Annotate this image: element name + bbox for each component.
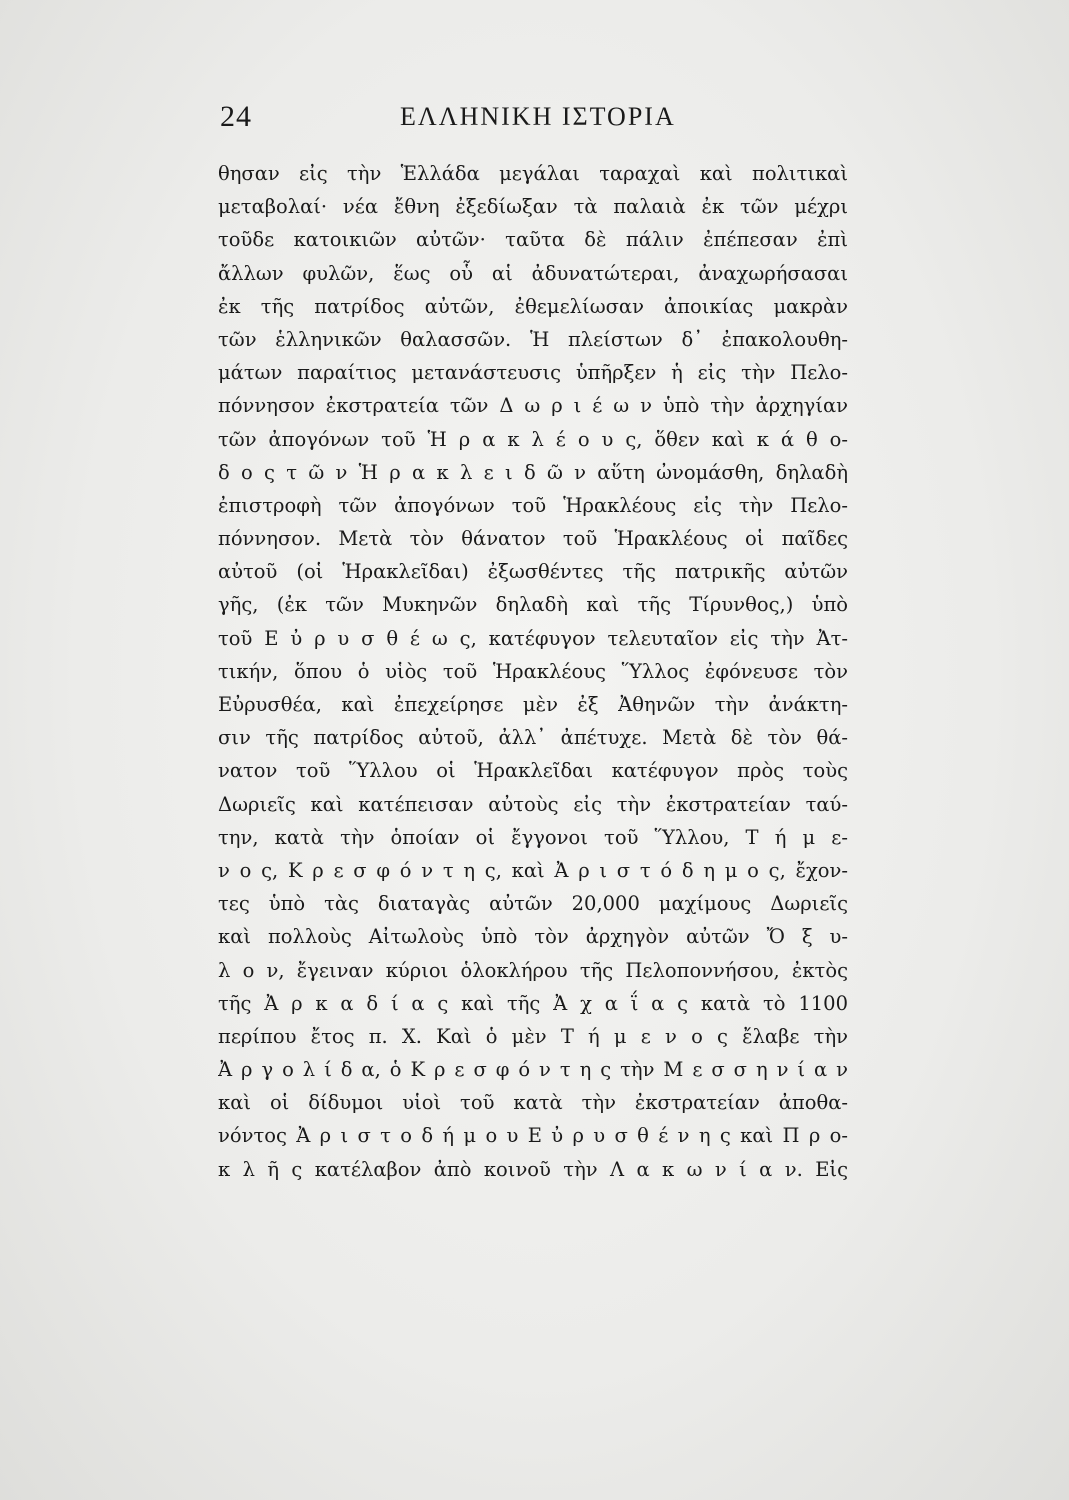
text-line: την, κατὰ τὴν ὁποίαν οἱ ἔγγονοι τοῦ Ὕλλου, Τ ή μ ε- (218, 825, 848, 849)
text-line: σιν τῆς πατρίδος αὐτοῦ, ἀλλ᾽ ἀπέτυχε. Μετὰ δὲ τὸν θά- (218, 726, 848, 750)
text-line: νόντος Ἀ ρ ι σ τ ο δ ή μ ο υ Ε ὐ ρ υ σ θ έ ν η ς καὶ Π ρ ο- (218, 1124, 848, 1148)
text-line: πόννησον ἐκστρατεία τῶν Δ ω ρ ι έ ω ν ὑπὸ τὴν ἀρχηγίαν (218, 394, 848, 418)
text-line: τῶν ἀπογόνων τοῦ Ἡ ρ α κ λ έ ο υ ς, ὅθεν καὶ κ ά θ ο- (218, 427, 848, 451)
text-line: περίπου ἔτος π. Χ. Καὶ ὁ μὲν Τ ή μ ε ν ο ς ἔλαβε τὴν (218, 1024, 848, 1048)
text-line: τικήν, ὅπου ὁ υἱὸς τοῦ Ἡρακλέους Ὕλλος ἐφόνευσε τὸν (218, 659, 848, 683)
text-line: πόννησον. Μετὰ τὸν θάνατον τοῦ Ἡρακλέους οἱ παῖδες (218, 527, 848, 551)
text-line: ν ο ς, Κ ρ ε σ φ ό ν τ η ς, καὶ Ἀ ρ ι σ τ ό δ η μ ο ς, ἔχον- (218, 858, 848, 882)
text-line: καὶ οἱ δίδυμοι υἱοὶ τοῦ κατὰ τὴν ἐκστρατείαν ἀποθα- (218, 1091, 848, 1115)
text-line: ἐκ τῆς πατρίδος αὐτῶν, ἐθεμελίωσαν ἀποικίας μακρὰν (218, 294, 848, 318)
page-number: 24 (220, 100, 252, 133)
text-line: Δωριεῖς καὶ κατέπεισαν αὐτοὺς εἰς τὴν ἐκστρατείαν ταύ- (218, 792, 848, 816)
text-line: τες ὑπὸ τὰς διαταγὰς αὐτῶν 20,000 μαχίμους Δωριεῖς (218, 892, 848, 916)
text-line: ἄλλων φυλῶν, ἕως οὗ αἱ ἀδυνατώτεραι, ἀναχωρήσασαι (218, 261, 848, 285)
text-line: τῆς Ἀ ρ κ α δ ί α ς καὶ τῆς Ἀ χ α ΐ α ς κατὰ τὸ 1100 (218, 991, 848, 1015)
text-line: νατον τοῦ Ὕλλου οἱ Ἡρακλεῖδαι κατέφυγον πρὸς τοὺς (218, 759, 848, 783)
body-text (218, 157, 848, 1186)
text-line: τοῦδε κατοικιῶν αὐτῶν· ταῦτα δὲ πάλιν ἐπέπεσαν ἐπὶ (218, 228, 848, 252)
text-line: τοῦ Ε ὐ ρ υ σ θ έ ω ς, κατέφυγον τελευταῖον εἰς τὴν Ἀτ- (218, 626, 848, 650)
text-line: μεταβολαί· νέα ἔθνη ἐξεδίωξαν τὰ παλαιὰ ἐκ τῶν μέχρι (218, 195, 848, 219)
text-line: τῶν ἑλληνικῶν θαλασσῶν. Ἡ πλείστων δ᾽ ἐπακολουθη- (218, 327, 848, 351)
text-line: Ἀ ρ γ ο λ ί δ α, ὁ Κ ρ ε σ φ ό ν τ η ς τὴν Μ ε σ σ η ν ί α ν (218, 1058, 848, 1082)
text-line: Εὐρυσθέα, καὶ ἐπεχείρησε μὲν ἐξ Ἀθηνῶν τὴν ἀνάκτη- (218, 693, 848, 716)
running-title: ΕΛΛΗΝΙΚΗ ΙΣΤΟΡΙΑ (400, 102, 676, 131)
text-line: δ ο ς τ ῶ ν Ἡ ρ α κ λ ε ι δ ῶ ν αὕτη ὠνομάσθη, δηλαδὴ (218, 460, 848, 484)
text-line: λ ο ν, ἔγειναν κύριοι ὁλοκλήρου τῆς Πελοποννήσου, ἐκτὸς (218, 958, 848, 982)
page-header (210, 100, 830, 140)
text-line: ἐπιστροφὴ τῶν ἀπογόνων τοῦ Ἡρακλέους εἰς τὴν Πελο- (218, 493, 848, 517)
text-line: θησαν εἰς τὴν Ἑλλάδα μεγάλαι ταραχαὶ καὶ πολιτικαὶ (218, 162, 848, 185)
text-line: αὐτοῦ (οἱ Ἡρακλεῖδαι) ἐξωσθέντες τῆς πατρικῆς αὐτῶν (218, 560, 848, 584)
text-line: μάτων παραίτιος μετανάστευσις ὑπῆρξεν ἡ εἰς τὴν Πελο- (218, 361, 848, 385)
text-line: καὶ πολλοὺς Αἰτωλοὺς ὑπὸ τὸν ἀρχηγὸν αὐτῶν Ὄ ξ υ- (218, 925, 848, 949)
text-line: γῆς, (ἐκ τῶν Μυκηνῶν δηλαδὴ καὶ τῆς Τίρυνθος,) ὑπὸ (218, 593, 848, 617)
text-line: κ λ ῆ ς κατέλαβον ἀπὸ κοινοῦ τὴν Λ α κ ω ν ί α ν. Εἰς (218, 1157, 848, 1181)
